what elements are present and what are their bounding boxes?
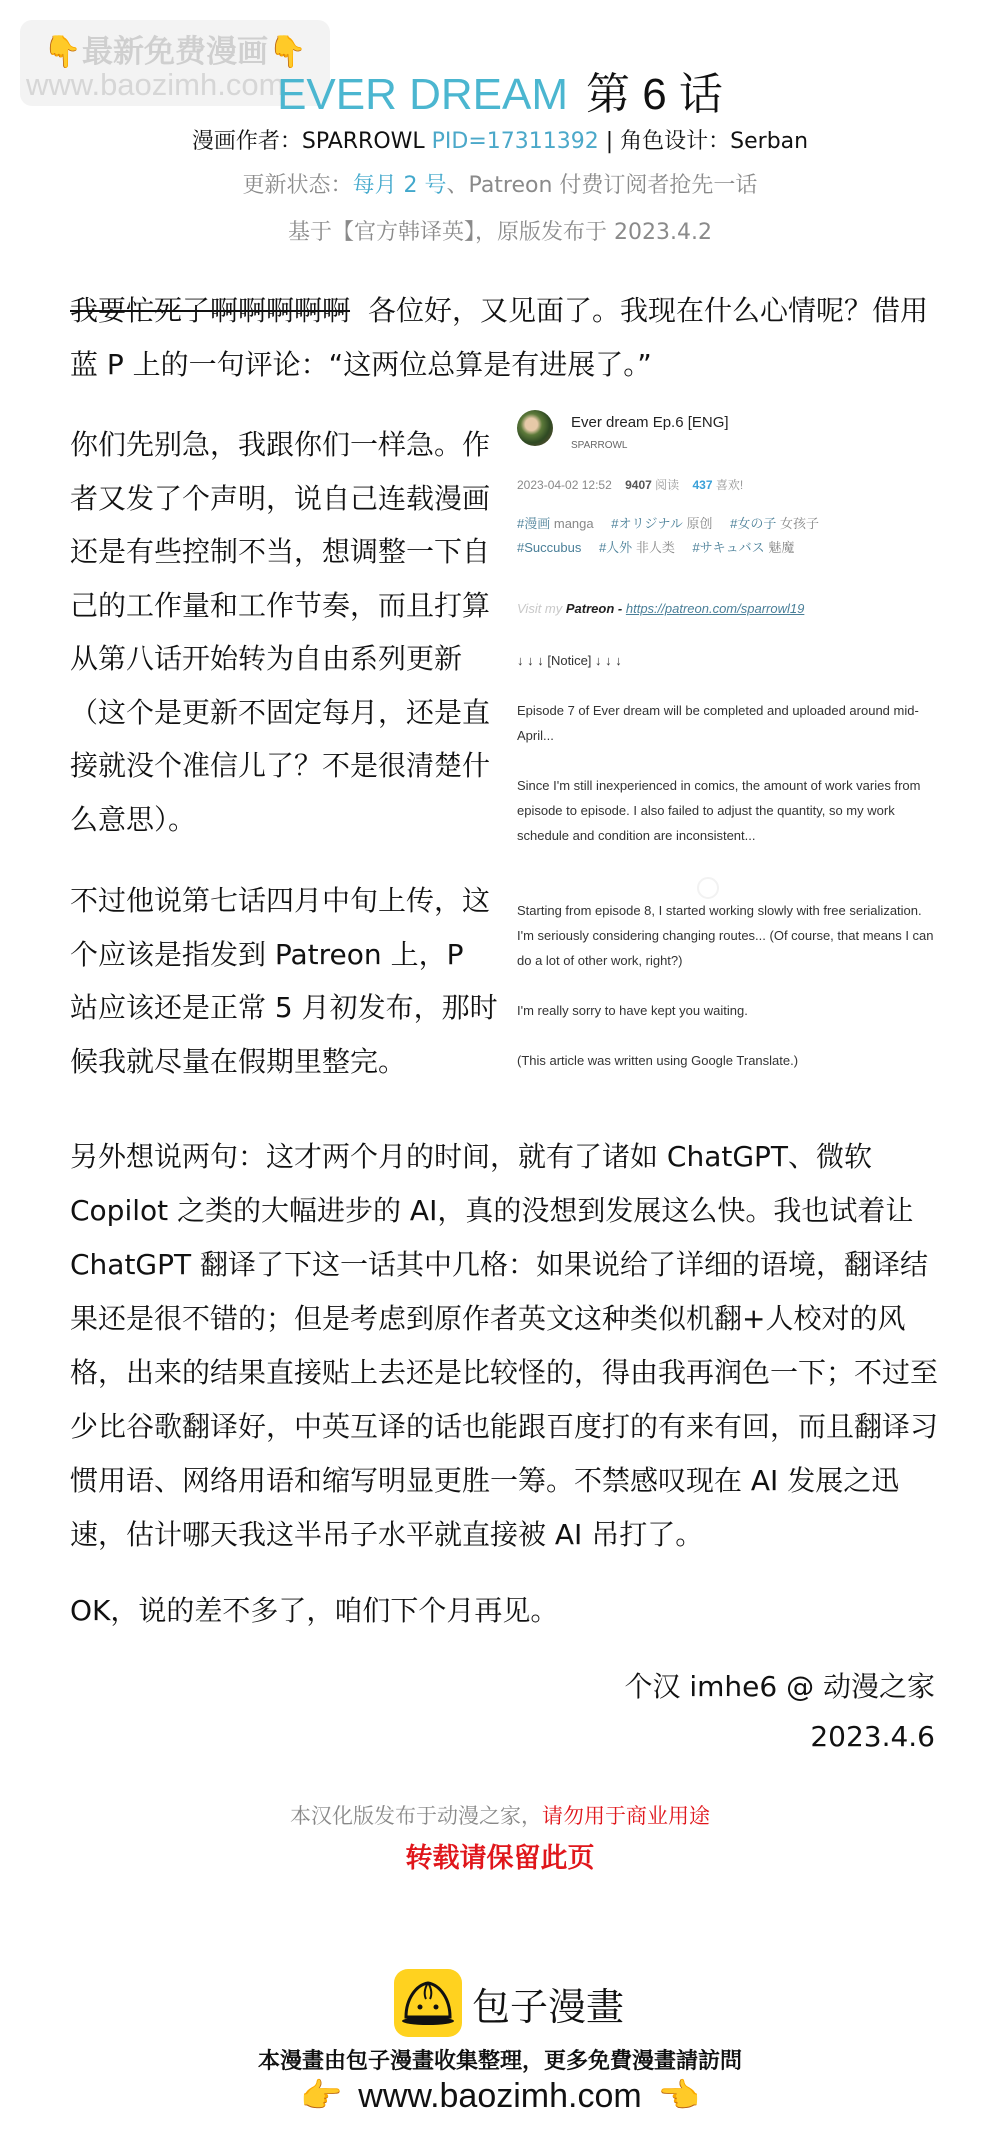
status-label: 更新状态： (242, 173, 353, 198)
left-paragraph-2: 不过他说第七话四月中旬上传，这个应该是指发到 Patreon 上，P 站应该还是正常 5 月初发布，那时候我就尽量在假期里整完。 (70, 884, 498, 1078)
translator-signature: 个汉 imhe6 @ 动漫之家 (624, 1670, 935, 1703)
baozi-logo-icon (394, 1969, 462, 2037)
likes-number: 437 (692, 478, 713, 492)
tag-gloss: 魅魔 (768, 540, 795, 555)
likes-count (693, 478, 744, 492)
tag-name: #オリジナル (611, 516, 683, 531)
post-body-paragraph: I'm really sorry to have kept you waiting. (517, 1003, 748, 1018)
pointing-down-icon: 👇 (43, 34, 82, 70)
tag-list (517, 512, 937, 560)
post-body-paragraph: Since I'm still inexperienced in comics, the amount of work varies from episode to episode. I also failed to adjust the quantity, so my work schedule and condition are inconsistent... (517, 778, 921, 843)
source-note: 基于【官方韩译英】，原版发布于 2023.4.2 (288, 220, 712, 245)
patreon-link[interactable]: https://patreon.com/sparrowl19 (625, 601, 805, 616)
intro-paragraph (70, 284, 950, 392)
site-line (0, 2076, 1000, 2116)
tag-name: #サキュバス (692, 540, 765, 555)
ai-paragraph: 另外想说两句：这才两个月的时间，就有了诸如 ChatGPT、微软 Copilot 之类的大幅进步的 AI，真的没想到发展这么快。我也试着让 ChatGPT 翻译了下这一话其中几格：如果说给了详细的语境，翻译结果还是很不错的；但是考虑到原作者英文这种类似机翻+人校对的风格，出来的结果直接贴上去还是比较怪的，得由我再润色一下；不过至少比谷歌翻译好，中英互译的话也能跟百度打的有来有回，而且翻译习惯用语、网络用语和缩写明显更胜一筹。不禁感叹现在 AI 发展之迅速，估计哪天我这半吊子水平就直接被 AI 吊打了。 (70, 1140, 939, 1551)
post-datetime: 2023-04-02 12:52 (517, 478, 612, 492)
post-body-paragraph: Starting from episode 8, I started working slowly with free serialization. I'm seriously considering changing routes... (Of course, that means I can do a lot of other work, right?) (517, 903, 934, 968)
notice-heading: ↓ ↓ ↓ [Notice] ↓ ↓ ↓ (517, 653, 622, 668)
release-site: 本汉化版发布于动漫之家， (290, 1804, 542, 1828)
brand-name: 包子漫畫 (472, 1985, 625, 2029)
pixiv-id: PID=17311392 (431, 129, 599, 154)
tag-gloss: manga (553, 516, 594, 531)
no-commercial-warning: 请勿用于商业用途 (542, 1804, 710, 1828)
repost-notice: 转载请保留此页 (405, 1843, 595, 1874)
tag[interactable] (517, 516, 594, 531)
closing-paragraph: OK，说的差不多了，咱们下个月再见。 (70, 1594, 559, 1627)
release-note (0, 1800, 1000, 1830)
pointing-down-icon: 👇 (268, 34, 307, 70)
post-author: SPARROWL (571, 440, 628, 451)
post-title: Ever dream Ep.6 [ENG] (571, 414, 729, 431)
collection-note: 本漫畫由包子漫畫收集整理，更多免費漫畫請訪問 (257, 2049, 742, 2074)
tag[interactable] (611, 516, 712, 531)
tag-gloss: 非人类 (635, 540, 675, 555)
post-body-paragraph: (This article was written using Google Translate.) (517, 1053, 799, 1068)
title-chapter: 第 6 话 (586, 70, 723, 119)
struck-text: 我要忙死了啊啊啊啊啊 (70, 294, 351, 327)
tag-gloss: 女孩子 (779, 516, 819, 531)
signature-date: 2023.4.6 (810, 1720, 935, 1753)
watermark-url: www.baozimh.com (26, 67, 285, 102)
tag-name: #漫画 (517, 516, 551, 531)
tag[interactable] (730, 516, 819, 531)
patreon-visit-line (517, 601, 804, 616)
pointing-left-icon: 👈 (657, 2077, 701, 2115)
status-schedule: 每月 2 号 (352, 173, 447, 198)
reads-number: 9407 (625, 478, 652, 492)
site-url[interactable]: www.baozimh.com (358, 2077, 642, 2115)
title-en: EVER DREAM (277, 70, 569, 119)
loading-spinner-icon (697, 877, 719, 899)
watermark-text: 最新免费漫画 (82, 34, 268, 70)
tag-name: #女の子 (730, 516, 777, 531)
tag[interactable] (599, 540, 675, 555)
tag[interactable] (517, 540, 581, 555)
post-body-paragraph: Episode 7 of Ever dream will be completed and uploaded around mid-April... (517, 703, 919, 743)
update-status (0, 168, 1000, 199)
reads-label: 阅读 (655, 478, 680, 492)
page-title (0, 58, 1000, 122)
post-meta (517, 476, 743, 493)
baozi-bun-icon (394, 1969, 462, 2037)
patreon-post-screenshot (515, 408, 945, 1108)
status-note: 、Patreon 付费订阅者抢先一话 (446, 173, 758, 198)
left-paragraph-1: 你们先别急，我跟你们一样急。作者又发了个声明，说自己连载漫画还是有些控制不当，想调整一下自己的工作量和工作节奏，而且打算从第八话开始转为自由系列更新（这个是更新不固定每月，还是直接就没个准信儿了？不是很清楚什么意思）。 (70, 428, 491, 836)
likes-label: 喜欢! (715, 478, 744, 492)
intro-text: 各位好，又见面了。我现在什么心情呢？借用蓝 P 上的一句评论：“这两位总算是有进展了。” (70, 294, 929, 381)
credits-design: | 角色设计：Serban (598, 129, 809, 154)
credits-line (0, 124, 1000, 155)
visit-prefix: Visit my (517, 601, 566, 616)
reads-count (625, 478, 679, 492)
visit-patreon: Patreon - (565, 601, 626, 616)
tag-name: #人外 (598, 540, 633, 555)
pointing-right-icon: 👉 (299, 2077, 343, 2115)
tag-gloss: 原创 (686, 516, 713, 531)
tag[interactable] (692, 540, 794, 555)
author-avatar (517, 410, 553, 446)
credits-author: 漫画作者：SPARROWL (191, 129, 432, 154)
tag-name: #Succubus (517, 540, 582, 555)
